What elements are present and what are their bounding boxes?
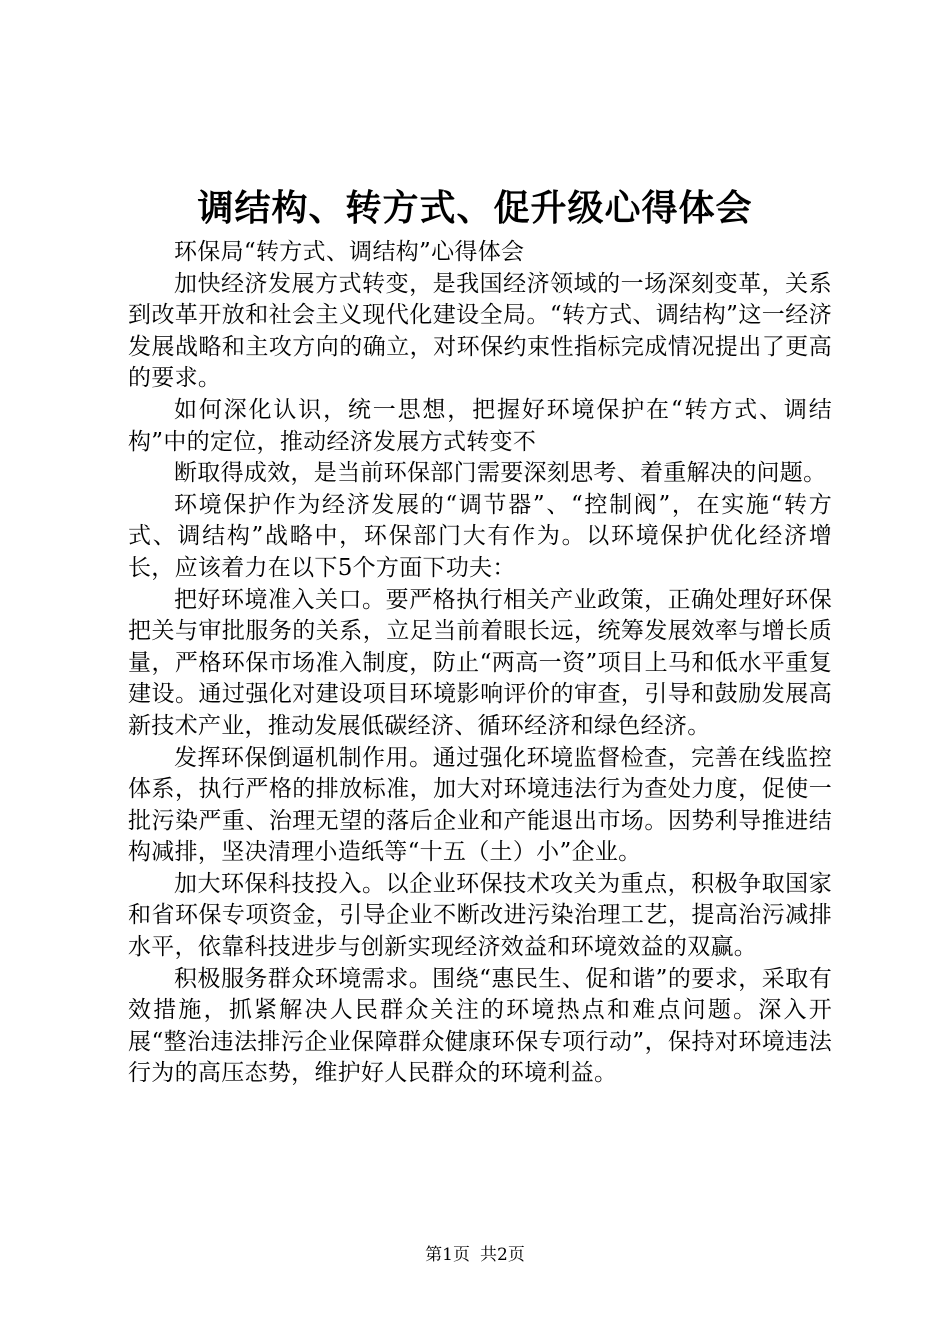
paragraph: 把好环境准入关口。要严格执行相关产业政策，正确处理好环保把关与审批服务的关系，立足当前着眼长远，统筹发展效率与增长质量，严格环保市场准入制度，防止“两高一资”项目上马和低水平重复建设。通过强化对建设项目环境影响评价的审查，引导和鼓励发展高新技术产业，推动发展低碳经济、循环经济和绿色经济。 [128, 586, 832, 739]
paragraph: 如何深化认识，统一思想，把握好环境保护在“转方式、调结构”中的定位，推动经济发展方式转变不 [128, 396, 832, 455]
page-footer [0, 1243, 950, 1267]
page-number-current: 第1页 [425, 1245, 470, 1265]
paragraph: 加快经济发展方式转变，是我国经济领域的一场深刻变革，关系到改革开放和社会主义现代化建设全局。“转方式、调结构”这一经济发展战略和主攻方向的确立，对环保约束性指标完成情况提出了更高的要求。 [128, 270, 832, 392]
paragraph: 加大环保科技投入。以企业环保技术攻关为重点，积极争取国家和省环保专项资金，引导企业不断改进污染治理工艺，提高治污减排水平，依靠科技进步与创新实现经济效益和环境效益的双赢。 [128, 870, 832, 961]
paragraph: 环境保护作为经济发展的“调节器”、“控制阀”，在实施“转方式、调结构”战略中，环保部门大有作为。以环境保护优化经济增长，应该着力在以下5个方面下功夫： [128, 491, 832, 581]
document-title: 调结构、转方式、促升级心得体会 [197, 187, 753, 229]
paragraph: 发挥环保倒逼机制作用。通过强化环境监督检查，完善在线监控体系，执行严格的排放标准，加大对环境违法行为查处力度，促使一批污染严重、治理无望的落后企业和产能退出市场。因势利导推进结构减排，坚决清理小造纸等“十五（土）小”企业。 [128, 744, 832, 866]
paragraph: 积极服务群众环境需求。围绕“惠民生、促和谐”的要求，采取有效措施，抓紧解决人民群众关注的环境热点和难点问题。深入开展“整治违法排污企业保障群众健康环保专项行动”，保持对环境违法行为的高压态势，维护好人民群众的环境利益。 [128, 965, 832, 1087]
document-body [128, 237, 832, 1090]
paragraph-subtitle: 环保局“转方式、调结构”心得体会 [174, 239, 525, 265]
page-number-total: 共2页 [480, 1245, 525, 1265]
paragraph: 断取得成效，是当前环保部门需要深刻思考、着重解决的问题。 [174, 460, 827, 487]
